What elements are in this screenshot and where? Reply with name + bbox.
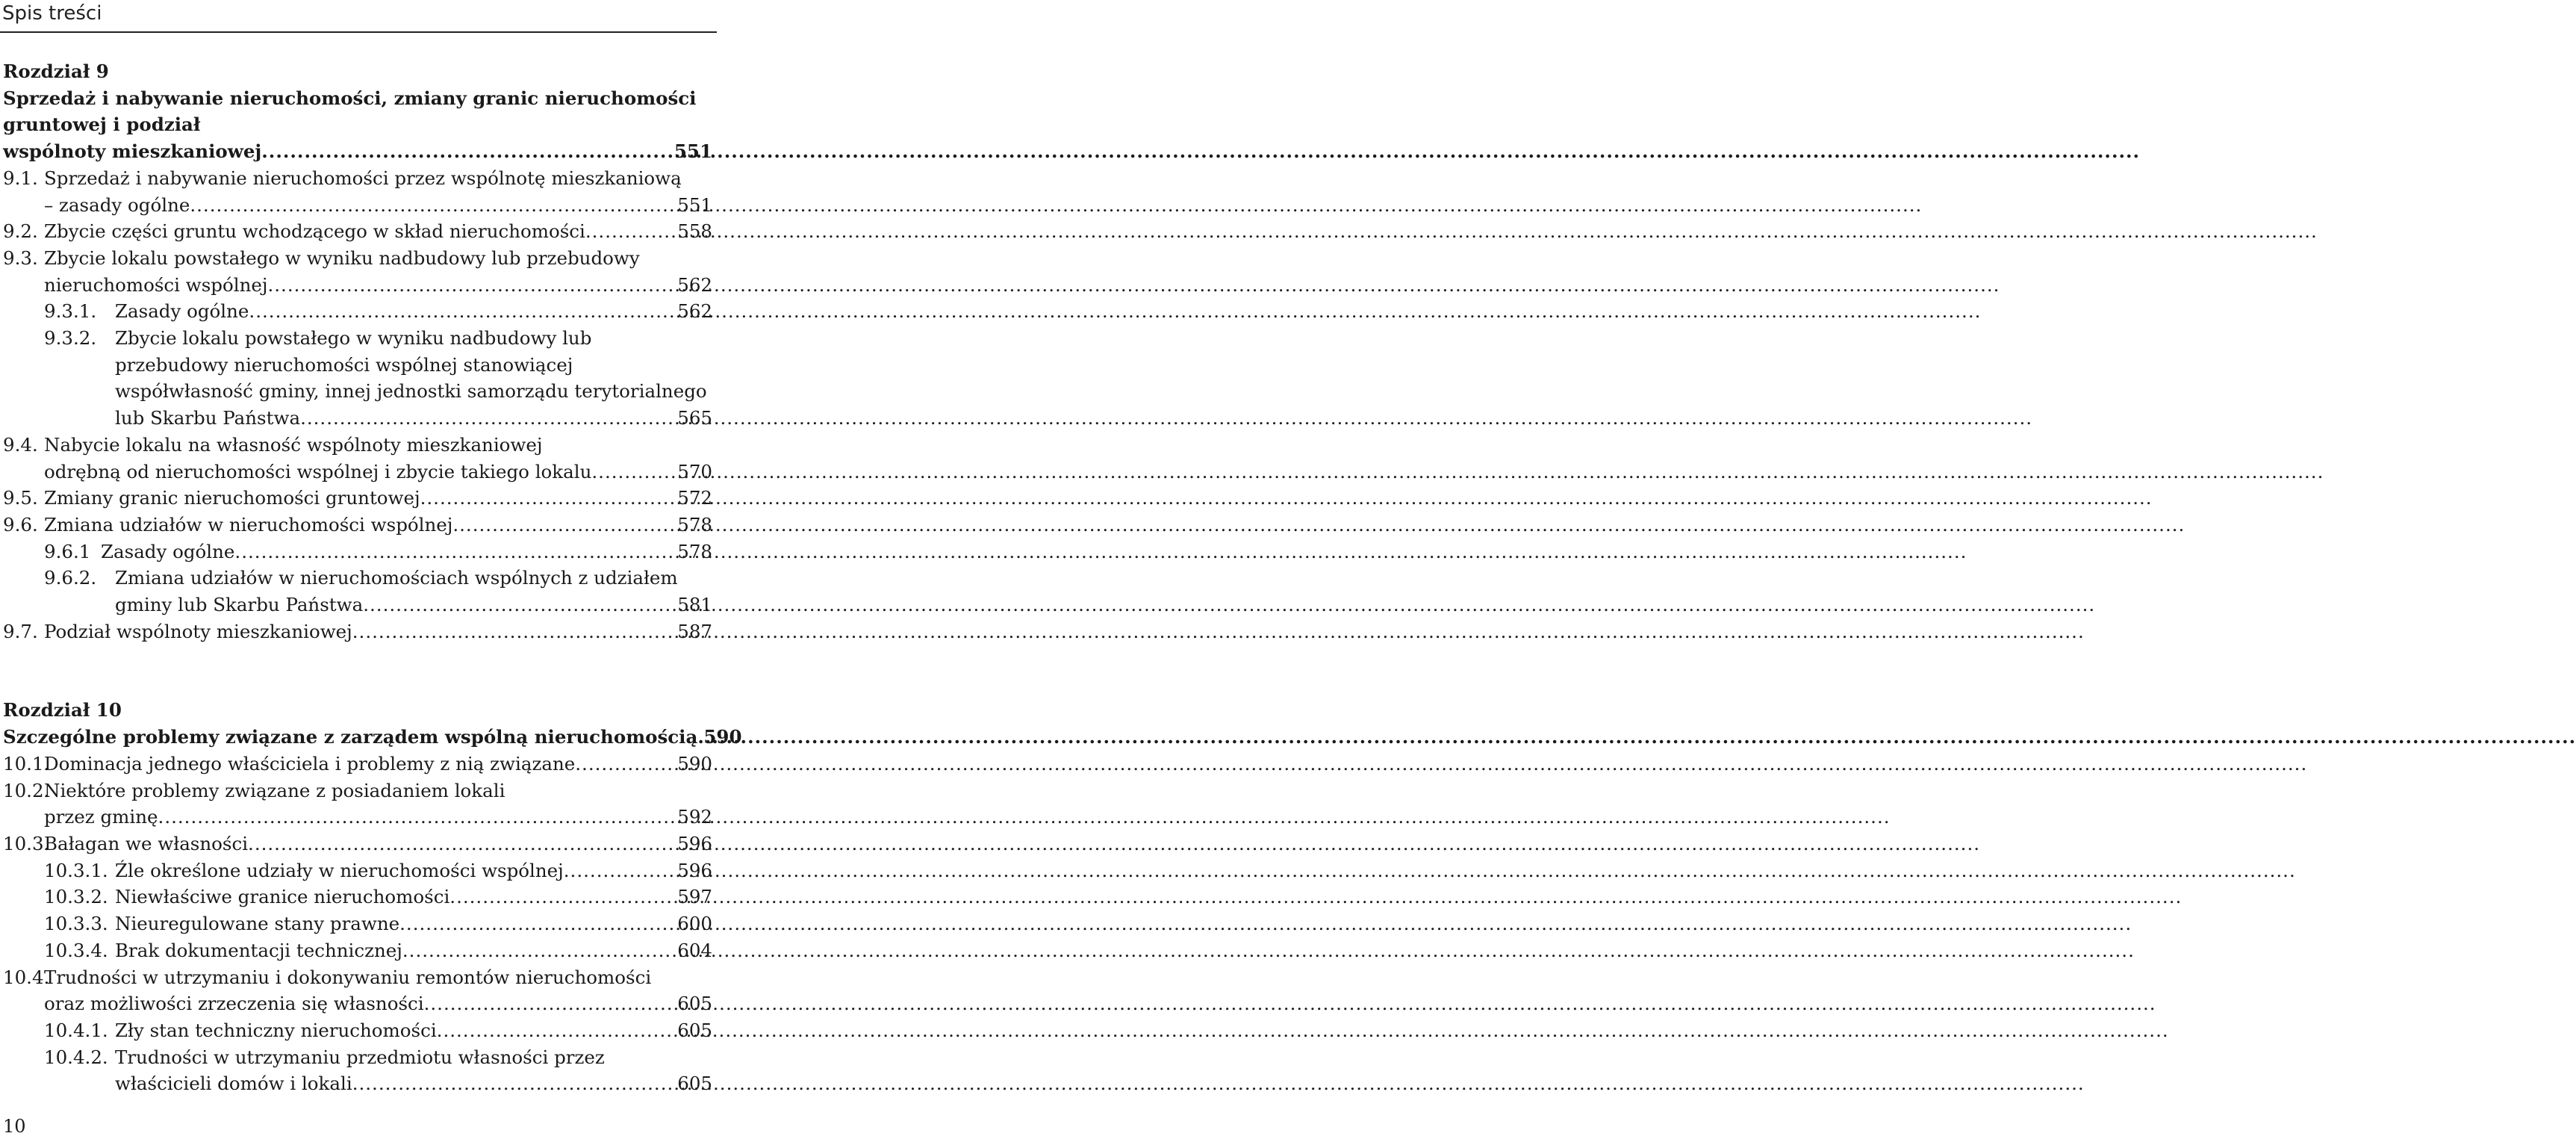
toc-entry-10-1[interactable]: 10.1. Dominacja jednego właściciela i problemy z nią związane ..... 590 (3, 751, 712, 778)
chapter-9-title-line1: Sprzedaż i nabywanie nieruchomości, zmiany granic nieruchomości (3, 87, 697, 109)
toc-entry-9-3-1[interactable]: 9.3.1. Zasady ogólne ..... 562 (3, 298, 712, 325)
toc-entry-10-4-1[interactable]: 10.4.1. Zły stan techniczny nieruchomości ..... 605 (3, 1017, 712, 1044)
toc-entry-9-6[interactable]: 9.6. Zmiana udziałów w nieruchomości wspólnej ..... 578 (3, 512, 712, 539)
toc-entry-10-3-3[interactable]: 10.3.3. Nieuregulowane stany prawne ..... 600 (3, 910, 712, 937)
header-title: Spis treści (2, 2, 102, 25)
toc-entry-9-7[interactable]: 9.7. Podział wspólnoty mieszkaniowej ..... 587 (3, 618, 712, 645)
toc-entry-9-3[interactable]: 9.3. Zbycie lokalu powstałego w wyniku nadbudowy lub przebudowy (3, 246, 640, 269)
toc-entry-9-3-cont[interactable]: nieruchomości wspólnej ..... 562 (3, 272, 712, 299)
chapter-10-label: Rozdział 10 (3, 699, 122, 722)
toc-entry-9-6-2-cont[interactable]: gminy lub Skarbu Państwa ..... 581 (3, 592, 712, 618)
toc-entry-9-4-cont[interactable]: odrębną od nieruchomości wspólnej i zbycie takiego lokalu ..... 570 (3, 459, 712, 485)
toc-entry-9-1[interactable]: 9.1. Sprzedaż i nabywanie nieruchomości przez wspólnotę mieszkaniową (3, 167, 682, 189)
toc-entry-9-6-2[interactable]: 9.6.2. Zmiana udziałów w nieruchomościach wspólnych z udziałem (44, 567, 678, 589)
chapter-10-title[interactable]: Szczególne problemy związane z zarządem wspólną nieruchomością ..... 590 (3, 724, 712, 751)
chapter-9-title-line2: gruntowej i podział (3, 114, 201, 136)
toc-entry-10-4[interactable]: 10.4. Trudności w utrzymaniu i dokonywaniu remontów nieruchomości (3, 966, 652, 988)
toc-entry-9-1-cont[interactable]: – zasady ogólne ..... 551 (3, 192, 712, 219)
toc-entry-9-4[interactable]: 9.4. Nabycie lokalu na własność wspólnoty mieszkaniowej (3, 433, 543, 456)
toc-entry-9-2[interactable]: 9.2. Zbycie części gruntu wchodzącego w skład nieruchomości ..... 558 (3, 218, 712, 245)
chapter-9-title-line3[interactable]: wspólnoty mieszkaniowej ..... 551 (3, 138, 712, 165)
table-of-contents (3, 58, 742, 1097)
toc-entry-10-4-2-cont[interactable]: właścicieli domów i lokali ..... 605 (3, 1070, 712, 1097)
toc-entry-10-3-4[interactable]: 10.3.4. Brak dokumentacji technicznej ..... 604 (3, 937, 712, 964)
chapter-9-label: Rozdział 9 (3, 60, 109, 82)
toc-entry-10-3-1[interactable]: 10.3.1. Źle określone udziały w nieruchomości wspólnej ..... 596 (3, 857, 712, 884)
toc-entry-9-6-1[interactable]: 9.6.1 Zasady ogólne ..... 578 (3, 539, 712, 565)
toc-entry-10-2-cont[interactable]: przez gminę ..... 592 (3, 804, 712, 831)
toc-entry-10-3-2[interactable]: 10.3.2. Niewłaściwe granice nieruchomości ..... 597 (3, 884, 712, 910)
toc-entry-9-3-2[interactable]: 9.3.2. Zbycie lokalu powstałego w wyniku nadbudowy lub (44, 327, 592, 350)
toc-entry-10-3[interactable]: 10.3. Bałagan we własności ..... 596 (3, 831, 712, 857)
toc-entry-10-2[interactable]: 10.2. Niektóre problemy związane z posiadaniem lokali (3, 779, 505, 801)
toc-entry-10-4-2[interactable]: 10.4.2. Trudności w utrzymaniu przedmiotu własności przez (44, 1046, 605, 1068)
toc-entry-9-3-2-cont3[interactable]: lub Skarbu Państwa ..... 565 (3, 405, 712, 432)
page-number: 10 (3, 1116, 26, 1137)
toc-entry-9-3-2-cont1: przebudowy nieruchomości wspólnej stanowiącej (115, 353, 573, 376)
page-header (0, 0, 717, 33)
toc-entry-10-4-cont[interactable]: oraz możliwości zrzeczenia się własności ..... 605 (3, 990, 712, 1017)
toc-entry-9-3-2-cont2: współwłasność gminy, innej jednostki samorządu terytorialnego (115, 380, 707, 403)
chapter-gap (3, 645, 712, 697)
toc-entry-9-5[interactable]: 9.5. Zmiany granic nieruchomości gruntowej ..... 572 (3, 485, 712, 512)
